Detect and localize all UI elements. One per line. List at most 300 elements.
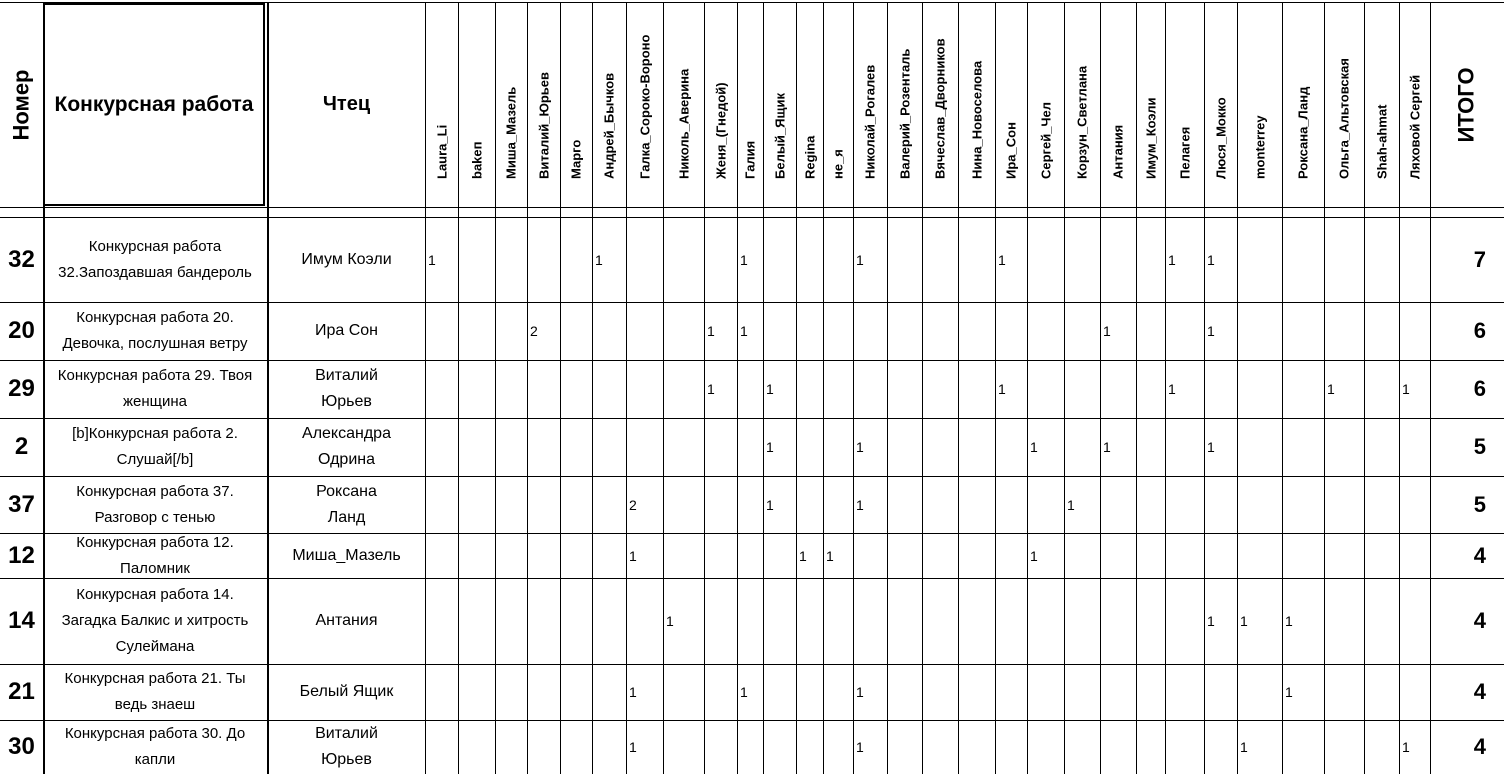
- cell-vote[interactable]: [1282, 720, 1324, 774]
- cell-vote[interactable]: [1064, 720, 1100, 774]
- header-voter[interactable]: [1324, 2, 1364, 207]
- cell-number[interactable]: 20: [8, 317, 35, 344]
- cell-vote[interactable]: [922, 720, 958, 774]
- cell-vote[interactable]: [425, 360, 458, 418]
- cell-vote[interactable]: [1204, 360, 1237, 418]
- cell-vote[interactable]: [704, 418, 737, 476]
- cell-vote[interactable]: [1100, 360, 1136, 418]
- cell-vote[interactable]: [527, 664, 560, 720]
- header-voter[interactable]: [560, 2, 592, 207]
- cell-vote[interactable]: [1027, 476, 1064, 533]
- cell-vote[interactable]: [853, 360, 887, 418]
- cell-vote[interactable]: [1237, 302, 1282, 360]
- header-voter[interactable]: [1399, 2, 1430, 207]
- cell-vote[interactable]: 1: [1207, 439, 1215, 455]
- cell-vote[interactable]: [458, 720, 495, 774]
- cell-vote[interactable]: [1165, 578, 1204, 664]
- header-voter[interactable]: [796, 2, 823, 207]
- header-voter[interactable]: [763, 2, 796, 207]
- cell-vote[interactable]: [1324, 418, 1364, 476]
- cell-vote[interactable]: [1204, 533, 1237, 578]
- cell-number[interactable]: 2: [14, 433, 29, 460]
- cell-vote[interactable]: 1: [1103, 439, 1111, 455]
- header-voter[interactable]: [1364, 2, 1399, 207]
- cell-total[interactable]: 5: [1473, 491, 1486, 517]
- header-number[interactable]: [0, 2, 42, 207]
- cell-vote[interactable]: [823, 418, 853, 476]
- cell-vote[interactable]: [763, 664, 796, 720]
- cell-vote[interactable]: [1237, 533, 1282, 578]
- cell-vote[interactable]: 1: [1168, 252, 1176, 268]
- cell-vote[interactable]: [1324, 476, 1364, 533]
- cell-vote[interactable]: [425, 664, 458, 720]
- cell-vote[interactable]: [823, 218, 853, 302]
- cell-number[interactable]: 12: [8, 541, 35, 569]
- cell-vote[interactable]: [796, 302, 823, 360]
- header-voter[interactable]: [887, 2, 922, 207]
- cell-vote[interactable]: [823, 664, 853, 720]
- cell-vote[interactable]: [1204, 664, 1237, 720]
- cell-vote[interactable]: [1399, 302, 1430, 360]
- cell-vote[interactable]: [527, 533, 560, 578]
- header-voter[interactable]: [922, 2, 958, 207]
- cell-vote[interactable]: [823, 302, 853, 360]
- cell-vote[interactable]: [1364, 360, 1399, 418]
- cell-vote[interactable]: [958, 418, 995, 476]
- cell-vote[interactable]: [796, 578, 823, 664]
- cell-vote[interactable]: [425, 418, 458, 476]
- cell-work[interactable]: [43, 418, 267, 476]
- header-voter[interactable]: [1282, 2, 1324, 207]
- cell-vote[interactable]: [958, 533, 995, 578]
- cell-vote[interactable]: [1399, 578, 1430, 664]
- cell-number[interactable]: 30: [8, 733, 35, 760]
- cell-vote[interactable]: [1237, 476, 1282, 533]
- cell-vote[interactable]: [995, 302, 1027, 360]
- cell-vote[interactable]: 1: [1240, 613, 1248, 629]
- cell-vote[interactable]: [1237, 360, 1282, 418]
- cell-reader[interactable]: [268, 720, 425, 774]
- cell-vote[interactable]: [1364, 476, 1399, 533]
- cell-vote[interactable]: [495, 418, 527, 476]
- cell-vote[interactable]: [592, 302, 626, 360]
- cell-vote[interactable]: [922, 360, 958, 418]
- cell-vote[interactable]: [995, 664, 1027, 720]
- cell-vote[interactable]: [704, 476, 737, 533]
- cell-vote[interactable]: 1: [595, 252, 603, 268]
- cell-vote[interactable]: [560, 418, 592, 476]
- cell-vote[interactable]: 1: [856, 252, 864, 268]
- cell-total[interactable]: 4: [1473, 608, 1486, 633]
- cell-vote[interactable]: [1136, 360, 1165, 418]
- cell-vote[interactable]: [1364, 664, 1399, 720]
- cell-vote[interactable]: 1: [799, 547, 807, 564]
- cell-vote[interactable]: [458, 218, 495, 302]
- cell-vote[interactable]: [958, 218, 995, 302]
- cell-vote[interactable]: 1: [629, 739, 637, 755]
- cell-vote[interactable]: [737, 360, 763, 418]
- cell-vote[interactable]: [796, 664, 823, 720]
- cell-vote[interactable]: 1: [629, 547, 637, 564]
- cell-vote[interactable]: 1: [1402, 739, 1410, 755]
- cell-vote[interactable]: [1165, 302, 1204, 360]
- cell-reader[interactable]: [268, 578, 425, 664]
- cell-vote[interactable]: [796, 218, 823, 302]
- cell-vote[interactable]: [495, 533, 527, 578]
- cell-vote[interactable]: [763, 218, 796, 302]
- header-voter[interactable]: [1027, 2, 1064, 207]
- header-work[interactable]: [43, 3, 265, 206]
- cell-vote[interactable]: [663, 218, 704, 302]
- cell-vote[interactable]: 1: [766, 496, 774, 513]
- cell-vote[interactable]: [626, 302, 663, 360]
- cell-vote[interactable]: [1399, 533, 1430, 578]
- cell-vote[interactable]: [958, 360, 995, 418]
- cell-vote[interactable]: [704, 578, 737, 664]
- cell-vote[interactable]: [823, 720, 853, 774]
- cell-vote[interactable]: [995, 533, 1027, 578]
- cell-vote[interactable]: [1136, 476, 1165, 533]
- header-total[interactable]: [1430, 2, 1504, 207]
- cell-vote[interactable]: [922, 578, 958, 664]
- cell-vote[interactable]: [458, 578, 495, 664]
- cell-vote[interactable]: [626, 578, 663, 664]
- cell-vote[interactable]: 1: [740, 323, 748, 339]
- cell-vote[interactable]: [958, 476, 995, 533]
- cell-vote[interactable]: [1399, 218, 1430, 302]
- cell-vote[interactable]: 1: [707, 381, 715, 397]
- cell-vote[interactable]: 1: [826, 547, 834, 564]
- cell-vote[interactable]: [995, 720, 1027, 774]
- header-voter[interactable]: [425, 2, 458, 207]
- cell-vote[interactable]: [1165, 476, 1204, 533]
- cell-reader[interactable]: [268, 664, 425, 720]
- cell-vote[interactable]: [958, 578, 995, 664]
- cell-vote[interactable]: [887, 476, 922, 533]
- cell-vote[interactable]: [1399, 476, 1430, 533]
- cell-vote[interactable]: [887, 720, 922, 774]
- cell-number[interactable]: 14: [8, 607, 35, 634]
- cell-vote[interactable]: 1: [856, 739, 864, 755]
- cell-vote[interactable]: [1100, 578, 1136, 664]
- cell-vote[interactable]: 1: [1402, 381, 1410, 397]
- cell-total[interactable]: 6: [1473, 376, 1486, 401]
- cell-vote[interactable]: [1364, 302, 1399, 360]
- cell-vote[interactable]: [663, 418, 704, 476]
- cell-vote[interactable]: [1324, 578, 1364, 664]
- cell-vote[interactable]: [592, 476, 626, 533]
- cell-vote[interactable]: 1: [998, 252, 1006, 268]
- cell-work[interactable]: [43, 578, 267, 664]
- cell-vote[interactable]: [958, 302, 995, 360]
- cell-vote[interactable]: [1100, 664, 1136, 720]
- cell-vote[interactable]: [704, 664, 737, 720]
- cell-vote[interactable]: [592, 664, 626, 720]
- cell-vote[interactable]: [1136, 720, 1165, 774]
- cell-vote[interactable]: [887, 360, 922, 418]
- cell-vote[interactable]: [1064, 664, 1100, 720]
- cell-vote[interactable]: [1136, 302, 1165, 360]
- cell-vote[interactable]: [995, 578, 1027, 664]
- header-voter[interactable]: [495, 2, 527, 207]
- cell-vote[interactable]: [560, 533, 592, 578]
- cell-vote[interactable]: 1: [707, 323, 715, 339]
- cell-vote[interactable]: [1364, 533, 1399, 578]
- cell-vote[interactable]: [958, 664, 995, 720]
- cell-vote[interactable]: [1237, 664, 1282, 720]
- cell-vote[interactable]: [853, 533, 887, 578]
- cell-vote[interactable]: [1027, 218, 1064, 302]
- cell-work[interactable]: [43, 218, 267, 302]
- cell-vote[interactable]: [1282, 533, 1324, 578]
- cell-vote[interactable]: [887, 533, 922, 578]
- cell-vote[interactable]: [1064, 218, 1100, 302]
- cell-vote[interactable]: [425, 720, 458, 774]
- cell-vote[interactable]: 1: [1207, 323, 1215, 339]
- cell-vote[interactable]: [704, 218, 737, 302]
- cell-vote[interactable]: 2: [629, 496, 637, 513]
- cell-vote[interactable]: [1364, 578, 1399, 664]
- cell-vote[interactable]: [527, 360, 560, 418]
- cell-vote[interactable]: [560, 218, 592, 302]
- cell-vote[interactable]: [663, 302, 704, 360]
- cell-vote[interactable]: [663, 360, 704, 418]
- cell-vote[interactable]: 1: [740, 252, 748, 268]
- cell-vote[interactable]: [1100, 476, 1136, 533]
- cell-vote[interactable]: 1: [1030, 547, 1038, 564]
- cell-vote[interactable]: [1064, 533, 1100, 578]
- cell-vote[interactable]: [458, 302, 495, 360]
- cell-vote[interactable]: [592, 533, 626, 578]
- cell-vote[interactable]: [1364, 720, 1399, 774]
- cell-vote[interactable]: [1136, 418, 1165, 476]
- cell-vote[interactable]: [560, 720, 592, 774]
- cell-vote[interactable]: [626, 360, 663, 418]
- header-voter[interactable]: [1136, 2, 1165, 207]
- cell-vote[interactable]: [1100, 533, 1136, 578]
- header-voter[interactable]: [958, 2, 995, 207]
- cell-vote[interactable]: [995, 418, 1027, 476]
- cell-vote[interactable]: [1165, 664, 1204, 720]
- cell-vote[interactable]: [1064, 360, 1100, 418]
- cell-vote[interactable]: [1165, 533, 1204, 578]
- cell-vote[interactable]: [922, 533, 958, 578]
- cell-vote[interactable]: [737, 578, 763, 664]
- cell-vote[interactable]: [737, 533, 763, 578]
- cell-vote[interactable]: [663, 664, 704, 720]
- cell-vote[interactable]: [1364, 418, 1399, 476]
- cell-vote[interactable]: [922, 302, 958, 360]
- cell-vote[interactable]: 1: [1207, 613, 1215, 629]
- cell-vote[interactable]: [763, 533, 796, 578]
- header-voter[interactable]: [527, 2, 560, 207]
- cell-vote[interactable]: [1324, 302, 1364, 360]
- cell-vote[interactable]: [796, 720, 823, 774]
- cell-vote[interactable]: 1: [856, 439, 864, 455]
- cell-vote[interactable]: [1324, 533, 1364, 578]
- cell-vote[interactable]: [495, 218, 527, 302]
- cell-vote[interactable]: 1: [1103, 323, 1111, 339]
- cell-vote[interactable]: [592, 720, 626, 774]
- header-voter[interactable]: [823, 2, 853, 207]
- cell-vote[interactable]: [737, 418, 763, 476]
- cell-work[interactable]: [43, 360, 267, 418]
- cell-vote[interactable]: [458, 360, 495, 418]
- cell-vote[interactable]: [425, 533, 458, 578]
- cell-vote[interactable]: [592, 360, 626, 418]
- header-voter[interactable]: [704, 2, 737, 207]
- cell-vote[interactable]: 1: [766, 439, 774, 455]
- cell-total[interactable]: 7: [1473, 247, 1486, 272]
- cell-vote[interactable]: [1282, 418, 1324, 476]
- cell-vote[interactable]: 1: [1285, 613, 1293, 629]
- cell-vote[interactable]: [887, 664, 922, 720]
- cell-vote[interactable]: [853, 302, 887, 360]
- cell-vote[interactable]: [763, 720, 796, 774]
- cell-total[interactable]: 4: [1473, 679, 1486, 704]
- cell-total[interactable]: 4: [1473, 734, 1486, 759]
- cell-vote[interactable]: [1282, 302, 1324, 360]
- cell-total[interactable]: 4: [1473, 542, 1486, 568]
- cell-vote[interactable]: 1: [766, 381, 774, 397]
- cell-vote[interactable]: [1399, 418, 1430, 476]
- cell-vote[interactable]: 1: [666, 613, 674, 629]
- cell-vote[interactable]: [1027, 302, 1064, 360]
- cell-vote[interactable]: 2: [530, 323, 538, 339]
- cell-vote[interactable]: [1100, 218, 1136, 302]
- cell-vote[interactable]: [1165, 720, 1204, 774]
- cell-vote[interactable]: [1136, 533, 1165, 578]
- cell-vote[interactable]: [1324, 664, 1364, 720]
- cell-vote[interactable]: [922, 664, 958, 720]
- header-voter[interactable]: [1204, 2, 1237, 207]
- cell-vote[interactable]: 1: [856, 496, 864, 513]
- cell-vote[interactable]: 1: [1067, 496, 1075, 513]
- header-voter[interactable]: [1100, 2, 1136, 207]
- cell-vote[interactable]: [1237, 418, 1282, 476]
- cell-vote[interactable]: 1: [1285, 684, 1293, 700]
- cell-vote[interactable]: [527, 476, 560, 533]
- header-voter[interactable]: [1165, 2, 1204, 207]
- cell-vote[interactable]: [796, 418, 823, 476]
- cell-reader[interactable]: [268, 302, 425, 360]
- cell-vote[interactable]: [1100, 720, 1136, 774]
- cell-vote[interactable]: [823, 578, 853, 664]
- cell-vote[interactable]: 1: [1168, 381, 1176, 397]
- cell-vote[interactable]: [853, 578, 887, 664]
- cell-work[interactable]: [43, 476, 267, 533]
- cell-vote[interactable]: [1027, 664, 1064, 720]
- cell-vote[interactable]: [922, 476, 958, 533]
- cell-vote[interactable]: [887, 578, 922, 664]
- cell-reader[interactable]: [268, 418, 425, 476]
- cell-vote[interactable]: [1364, 218, 1399, 302]
- cell-vote[interactable]: 1: [1240, 739, 1248, 755]
- cell-vote[interactable]: [626, 418, 663, 476]
- cell-vote[interactable]: [1136, 218, 1165, 302]
- cell-vote[interactable]: [704, 533, 737, 578]
- header-voter[interactable]: [995, 2, 1027, 207]
- cell-vote[interactable]: [495, 664, 527, 720]
- cell-work[interactable]: [43, 533, 267, 578]
- cell-vote[interactable]: [1027, 360, 1064, 418]
- cell-vote[interactable]: [1027, 578, 1064, 664]
- cell-vote[interactable]: [1064, 302, 1100, 360]
- cell-vote[interactable]: [887, 218, 922, 302]
- cell-vote[interactable]: [560, 476, 592, 533]
- cell-vote[interactable]: [495, 720, 527, 774]
- cell-vote[interactable]: [458, 418, 495, 476]
- cell-work[interactable]: [43, 302, 267, 360]
- cell-vote[interactable]: [796, 360, 823, 418]
- cell-work[interactable]: [43, 720, 267, 774]
- cell-reader[interactable]: [268, 218, 425, 302]
- cell-vote[interactable]: 1: [1030, 439, 1038, 455]
- cell-number[interactable]: 29: [8, 375, 35, 402]
- header-voter[interactable]: [853, 2, 887, 207]
- header-voter[interactable]: [1237, 2, 1282, 207]
- cell-vote[interactable]: [527, 218, 560, 302]
- cell-vote[interactable]: [626, 218, 663, 302]
- cell-vote[interactable]: [560, 360, 592, 418]
- cell-vote[interactable]: [704, 720, 737, 774]
- cell-total[interactable]: 6: [1473, 318, 1486, 343]
- cell-vote[interactable]: [592, 578, 626, 664]
- cell-total[interactable]: 5: [1473, 434, 1486, 459]
- cell-vote[interactable]: [560, 578, 592, 664]
- cell-vote[interactable]: [527, 418, 560, 476]
- cell-vote[interactable]: [560, 664, 592, 720]
- cell-reader[interactable]: [268, 360, 425, 418]
- cell-vote[interactable]: 1: [740, 684, 748, 700]
- cell-vote[interactable]: [737, 720, 763, 774]
- cell-vote[interactable]: [527, 720, 560, 774]
- cell-vote[interactable]: [425, 476, 458, 533]
- cell-vote[interactable]: 1: [856, 684, 864, 700]
- cell-vote[interactable]: [1064, 578, 1100, 664]
- header-voter[interactable]: [1064, 2, 1100, 207]
- cell-vote[interactable]: [1324, 720, 1364, 774]
- cell-vote[interactable]: [823, 360, 853, 418]
- cell-vote[interactable]: [425, 302, 458, 360]
- cell-vote[interactable]: [823, 476, 853, 533]
- cell-vote[interactable]: [495, 360, 527, 418]
- header-voter[interactable]: [737, 2, 763, 207]
- cell-vote[interactable]: [560, 302, 592, 360]
- cell-vote[interactable]: [737, 476, 763, 533]
- cell-vote[interactable]: [796, 476, 823, 533]
- cell-vote[interactable]: [1136, 578, 1165, 664]
- cell-reader[interactable]: [268, 533, 425, 578]
- header-voter[interactable]: [592, 2, 626, 207]
- cell-vote[interactable]: [763, 578, 796, 664]
- cell-vote[interactable]: [887, 302, 922, 360]
- header-voter[interactable]: [663, 2, 704, 207]
- cell-vote[interactable]: [1204, 720, 1237, 774]
- cell-vote[interactable]: [663, 533, 704, 578]
- cell-number[interactable]: 32: [8, 246, 35, 273]
- cell-vote[interactable]: [1136, 664, 1165, 720]
- cell-vote[interactable]: [995, 476, 1027, 533]
- cell-vote[interactable]: 1: [629, 684, 637, 700]
- cell-vote[interactable]: [425, 578, 458, 664]
- cell-vote[interactable]: 1: [1327, 381, 1335, 397]
- cell-work[interactable]: [43, 664, 267, 720]
- cell-vote[interactable]: [495, 476, 527, 533]
- cell-vote[interactable]: [922, 418, 958, 476]
- header-voter[interactable]: [458, 2, 495, 207]
- cell-vote[interactable]: [922, 218, 958, 302]
